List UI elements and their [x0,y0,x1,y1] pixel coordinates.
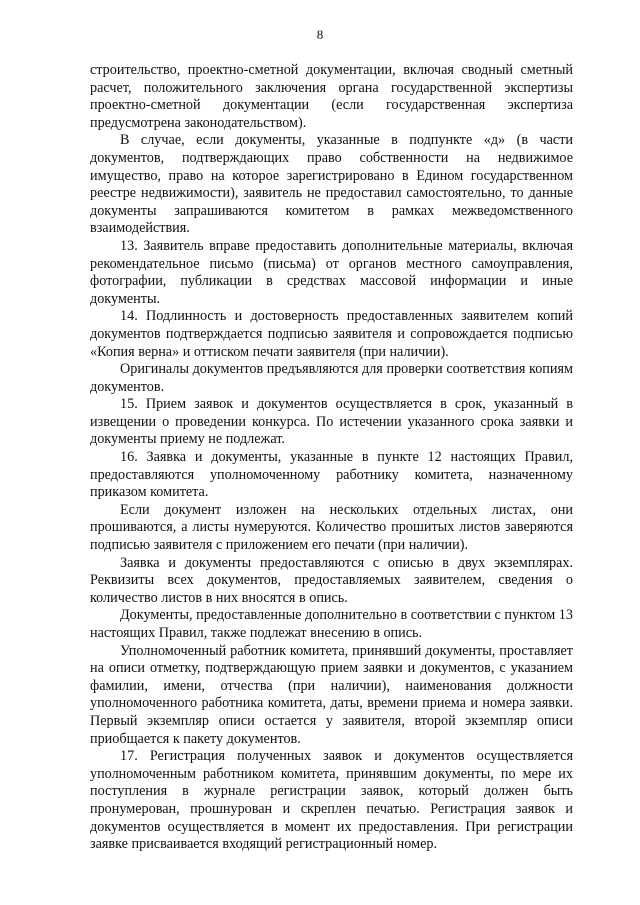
paragraph-inventory: Заявка и документы предоставляются с описью в двух экземплярах. Реквизиты всех документов, предоставляемых заявителем, сведения о количество листов в них вносятся в опись. [90,554,573,606]
paragraph-subpoint-d: В случае, если документы, указанные в подпункте «д» (в части документов, подтверждающих право собственности на недвижимое имущество, право на которое зарегистрировано в Едином государственном реестре недвижимости), заявитель не предоставил самостоятельно, то данные документы запрашиваются комитетом в рамках межведомственного взаимодействия. [90,132,573,237]
paragraph-17: 17. Регистрация полученных заявок и документов осуществляется уполномоченным работником комитета, принявшим документы, по мере их поступления в журнале регистрации заявок, который должен быть пронумерован, прошнурован и скреплен печатью. Регистрация заявок и документов осуществляется в момент их предоставления. При регистрации заявке присваивается входящий регистрационный номер. [90,748,573,853]
paragraph-15: 15. Прием заявок и документов осуществляется в срок, указанный в извещении о проведении конкурса. По истечении указанного срока заявки и документы приему не подлежат. [90,396,573,448]
paragraph-16: 16. Заявка и документы, указанные в пункте 12 настоящих Правил, предоставляются уполномоченному работнику комитета, назначенному приказом комитета. [90,449,573,501]
paragraph-additional-docs: Документы, предоставленные дополнительно в соответствии с пунктом 13 настоящих Правил, также подлежат внесению в опись. [90,607,573,641]
paragraph-authorized-worker: Уполномоченный работник комитета, принявший документы, проставляет на описи отметку, подтверждающую прием заявки и документов, с указанием фамилии, имени, отчества (при наличии), наименования должности уполномоченного работника комитета, даты, времени приема и номера заявки. Первый экземпляр описи остается у заявителя, второй экземпляр описи приобщается к пакету документов. [90,642,573,747]
paragraph-13: 13. Заявитель вправе предоставить дополнительные материалы, включая рекомендательное письмо (письма) от органов местного самоуправления, фотографии, публикации в средствах массовой информации и иные документы. [90,237,573,307]
page-number: 8 [316,27,324,42]
paragraph-originals: Оригиналы документов предъявляются для проверки соответствия копиям документов. [90,361,573,395]
document-body [90,62,573,854]
paragraph-sheets: Если документ изложен на нескольких отдельных листах, они прошиваются, а листы нумеруются. Количество прошитых листов заверяются подписью заявителя с приложением его печати (при наличии). [90,501,573,554]
paragraph-14: 14. Подлинность и достоверность предоставленных заявителем копий документов подтверждается подписью заявителя и сопровождается подписью «Копия верна» и оттиском печати заявителя (при наличии). [90,308,573,360]
paragraph-continuation: строительство, проектно-сметной документации, включая сводный сметный расчет, положительного заключения органа государственной экспертизы проектно-сметной документации (если государственная экспертиза предусмотрена законодательством). [90,62,573,131]
